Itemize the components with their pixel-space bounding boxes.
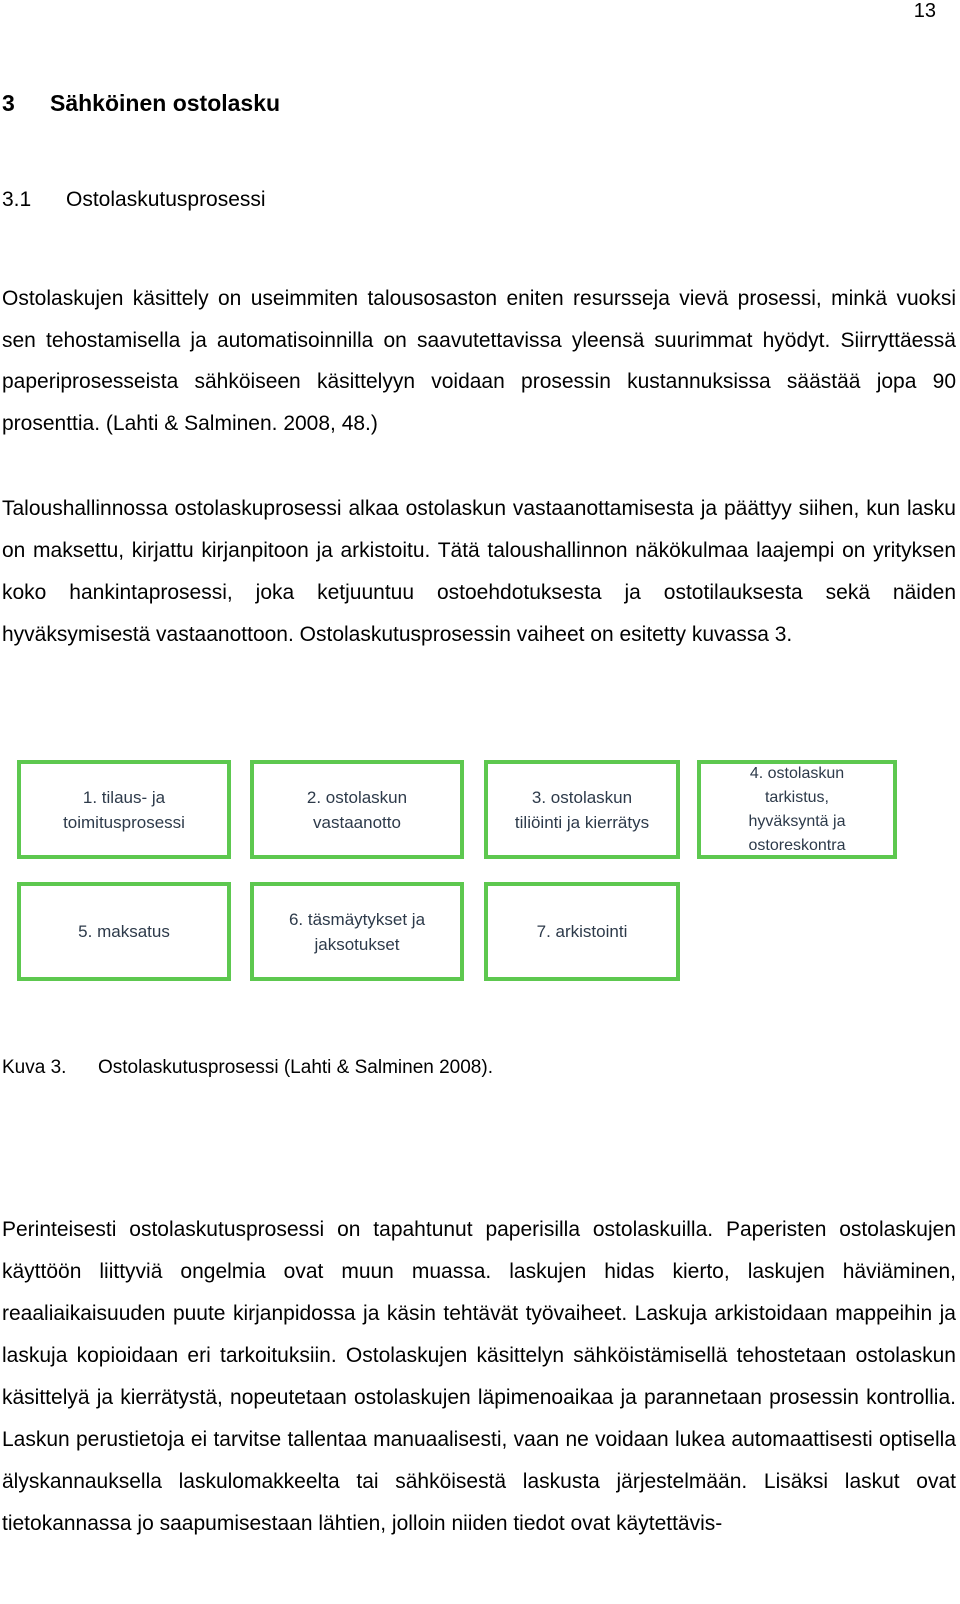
- figure-caption-text: Ostolaskutusprosessi (Lahti & Salminen 2008).: [98, 1057, 493, 1078]
- process-step-7-label: 7. arkistointi: [536, 922, 628, 941]
- process-step-4-label: 4. ostolaskun tarkistus, hyväksyntä ja ostoreskontra: [748, 764, 846, 854]
- process-step-2: [250, 760, 464, 859]
- process-step-5: [17, 882, 231, 981]
- figure-caption: [2, 1057, 493, 1079]
- paragraph-1: Ostolaskujen käsittely on useimmiten talousosaston eniten resursseja vievä prosessi, minkä vuoksi sen tehostamisella ja automatisoinnilla on saavutettavissa yleensä suurimmat hyödyt. Siirryttäessä paperiprosesseista sähköiseen käsittelyyn voidaan prosessin kustannuksissa säästää jopa 90 prosenttia. (Lahti & Salminen. 2008, 48.): [2, 287, 956, 435]
- paragraph-3: Perinteisesti ostolaskutusprosessi on tapahtunut paperisilla ostolaskuilla. Paperisten ostolaskujen käyttöön liittyviä ongelmia ovat muun muassa. laskujen hidas kierto, laskujen häviäminen, reaaliaikaisuuden puute kirjanpidossa ja käsin tehtävät työvaiheet. Laskuja arkistoidaan mappeihin ja laskuja kopioidaan eri tarkoituksiin. Ostolaskujen käsittelyn sähköistämisellä tehostetaan ostolaskun käsittelyä ja kierrätystä, nopeutetaan ostolaskujen läpimenoaikaa ja parannetaan prosessin kontrollia. Laskun perustietoja ei tarvitse tallentaa manuaalisesti, vaan ne voidaan lukea automaattisesti optisella älyskannauksella laskulomakkeelta tai sähköisestä laskusta järjestelmään. Lisäksi laskut ovat tietokannassa jo saapumisestaan lähtien, jolloin niiden tiedot ovat käytettävis-: [2, 1218, 956, 1535]
- page-number: 13: [913, 0, 936, 22]
- process-step-3-label: 3. ostolaskun tiliöinti ja kierrätys: [514, 787, 650, 832]
- process-step-1: [17, 760, 231, 859]
- process-diagram: [15, 757, 905, 989]
- section-number: 3.1: [2, 188, 32, 211]
- process-step-7: [484, 882, 680, 981]
- process-step-5-label: 5. maksatus: [78, 922, 170, 941]
- chapter-number: 3: [2, 90, 15, 116]
- paragraph-2: Taloushallinnossa ostolaskuprosessi alkaa ostolaskun vastaanottamisesta ja päättyy siihen, kun lasku on maksettu, kirjattu kirjanpitoon ja arkistoitu. Tätä taloushallinnon näkökulmaa laajempi on yrityksen koko hankintaprosessi, joka ketjuuntuu ostoehdotuksesta ja ostotilauksesta sekä näiden hyväksymisestä vastaanottoon. Ostolaskutusprosessin vaiheet on esitetty kuvassa 3.: [2, 497, 956, 646]
- process-step-6-label: 6. täsmäytykset ja jaksotukset: [288, 909, 426, 954]
- process-step-6: [250, 882, 464, 981]
- process-step-3: [484, 760, 680, 859]
- figure-caption-label: Kuva 3.: [2, 1057, 67, 1078]
- process-step-2-label: 2. ostolaskun vastaanotto: [306, 787, 408, 832]
- process-step-1-label: 1. tilaus- ja toimitusprosessi: [63, 787, 185, 832]
- section-heading: [2, 188, 266, 212]
- section-title: Ostolaskutusprosessi: [66, 188, 266, 211]
- chapter-heading: [2, 90, 280, 117]
- process-step-4: [697, 760, 897, 859]
- chapter-title: Sähköinen ostolasku: [50, 90, 281, 116]
